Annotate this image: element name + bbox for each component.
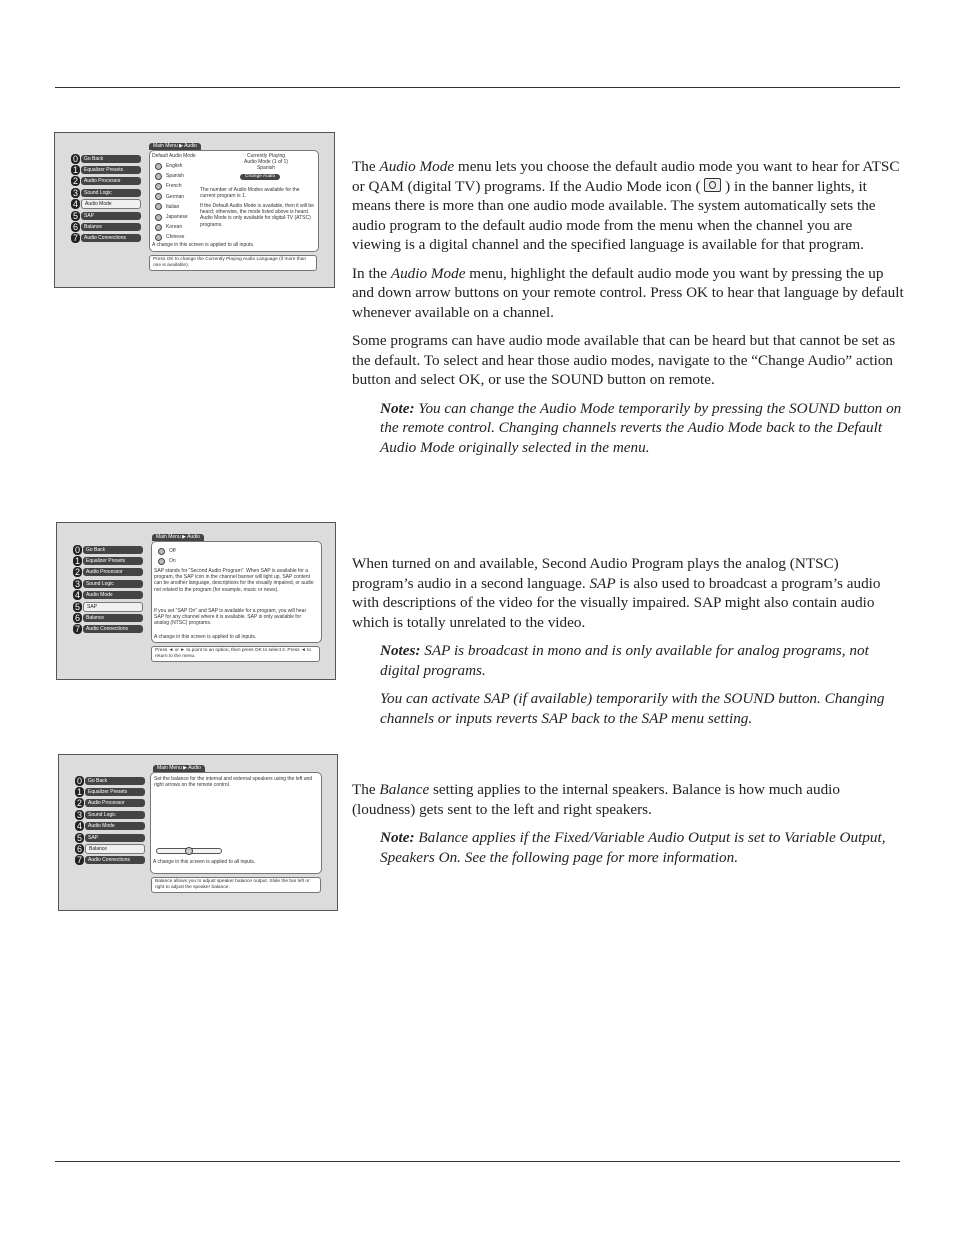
menu-item[interactable]: 2 Audio Processor xyxy=(71,176,141,187)
menu-item[interactable]: 2 Audio Processor xyxy=(75,798,145,809)
radio-icon xyxy=(155,163,162,170)
radio-option[interactable]: Spanish xyxy=(155,171,188,181)
radio-option[interactable]: Chinese xyxy=(155,232,188,242)
menu-item[interactable]: 1 Equalizer Presets xyxy=(71,164,141,175)
menu-item-selected[interactable]: 4 Audio Mode xyxy=(71,199,141,210)
menu-item[interactable]: 3 Sound Logic xyxy=(75,809,145,820)
help-box: Balance allows you to adjust speaker balance output. Slide the bar left or right to adjust the speaker balance. xyxy=(151,877,321,893)
radio-icon xyxy=(155,193,162,200)
radio-option[interactable]: Korean xyxy=(155,222,188,232)
sap-description: SAP stands for “Second Audio Program”. When SAP is available for a program, the SAP icon in the channel banner will light up. SAP content can be another language, descriptions for the visually impaired, or audio not related to the program (for example, music or news). xyxy=(154,568,314,593)
menu-item[interactable]: 6 Balance xyxy=(73,612,143,623)
radio-icon xyxy=(155,183,162,190)
radio-icon xyxy=(158,548,165,555)
menu-item[interactable]: 5 SAP xyxy=(71,210,141,221)
balance-screenshot xyxy=(58,754,338,911)
audio-mode-panel xyxy=(149,150,319,252)
menu-item[interactable]: 5 SAP xyxy=(75,832,145,843)
panel-footer: A change in this screen is applied to all inputs. xyxy=(152,242,255,248)
menu-item-selected[interactable]: 6 Balance xyxy=(75,843,145,854)
balance-section xyxy=(352,780,904,876)
radio-icon xyxy=(155,234,162,241)
info-count: The number of Audio Modes available for the current program is 1. xyxy=(200,187,300,200)
breadcrumb: Main Menu ▶ Audio xyxy=(152,534,204,541)
menu-list xyxy=(73,544,143,635)
audio-mode-section xyxy=(352,157,904,466)
menu-item[interactable]: 7 Audio Connections xyxy=(71,233,141,244)
menu-list xyxy=(75,775,145,866)
audio-mode-icon xyxy=(704,178,721,192)
paragraph: The Audio Mode menu lets you choose the default audio mode you want to hear for ATSC or QAM (digital TV) programs. If the Audio Mode icon ( ) in the banner lights, it means there is more than one audio mode available. The system automatically sets the audio program to the default audio mode from the menu when the channel you are viewing is a digital channel and the specified language is available for that program. xyxy=(352,158,900,253)
balance-description: Set the balance for the internal and external speakers using the left and right arrows on the remote control. xyxy=(154,776,313,789)
sap-options xyxy=(158,546,176,566)
menu-item[interactable]: 0 Go Back xyxy=(71,153,141,164)
note: Notes: SAP is broadcast in mono and is only available for analog programs, not digital programs. xyxy=(380,642,869,679)
menu-item[interactable]: 6 Balance xyxy=(71,221,141,232)
panel-heading: Default Audio Mode xyxy=(152,153,196,159)
menu-item[interactable]: 1 Equalizer Presets xyxy=(73,555,143,566)
menu-item[interactable]: 0 Go Back xyxy=(75,775,145,786)
menu-item-selected[interactable]: 5 SAP xyxy=(73,601,143,612)
info-default: If the Default Audio Mode is available, then it will be heard; otherwise, the mode listed above is heard. Audio Mode is only available for digital-TV (ATSC) programs. xyxy=(200,203,314,228)
top-rule xyxy=(55,87,900,88)
note: Note: Balance applies if the Fixed/Variable Audio Output is set to Variable Output, Speakers On. See the following page for more information. xyxy=(380,829,886,866)
balance-panel xyxy=(150,772,322,874)
radio-option[interactable]: English xyxy=(155,161,188,171)
slider-handle[interactable] xyxy=(185,847,193,855)
bottom-rule xyxy=(55,1161,900,1162)
menu-item[interactable]: 7 Audio Connections xyxy=(73,624,143,635)
menu-list xyxy=(71,153,141,244)
radio-option[interactable]: On xyxy=(158,556,176,566)
menu-item[interactable]: 4 Audio Mode xyxy=(75,821,145,832)
radio-option[interactable]: Japanese xyxy=(155,212,188,222)
change-audio-button[interactable]: Change Audio xyxy=(240,174,280,180)
help-box: Press OK to change the Currently Playing Audio Language (if more than one is available). xyxy=(149,255,317,271)
panel-footer: A change in this screen is applied to all inputs. xyxy=(154,634,257,640)
radio-option[interactable]: French xyxy=(155,181,188,191)
paragraph: When turned on and available, Second Audio Program plays the analog (NTSC) program’s audio in a second language. SAP is also used to broadcast a program’s audio with descriptions of the video for the visually impaired. SAP might also contain audio which is totally unrelated to the video. xyxy=(352,555,881,631)
paragraph: Some programs can have audio mode available that can be heard but that cannot be set as the default. To select and hear those audio modes, navigate to the “Change Audio” action button and select OK, or use the SOUND button on remote. xyxy=(352,332,896,388)
currently-playing: Currently Playing Audio Mode (1 of 1) Spanish xyxy=(244,153,288,172)
radio-icon xyxy=(155,214,162,221)
paragraph: In the Audio Mode menu, highlight the default audio mode you want by pressing the up and down arrow buttons on your remote control. Press OK to hear that language by default whenever available on a channel. xyxy=(352,264,904,321)
menu-item[interactable]: 1 Equalizer Presets xyxy=(75,786,145,797)
menu-item[interactable]: 0 Go Back xyxy=(73,544,143,555)
panel-footer: A change in this screen is applied to all inputs. xyxy=(153,859,256,865)
breadcrumb: Main Menu ▶ Audio xyxy=(153,765,205,772)
sap-description-2: If you set “SAP On” and SAP is available for a program, you will hear SAP for any channel where it is available. SAP is only available for analog (NTSC) programs. xyxy=(154,608,307,627)
menu-item[interactable]: 3 Sound Logic xyxy=(73,578,143,589)
audio-mode-options xyxy=(155,161,188,243)
breadcrumb: Main Menu ▶ Audio xyxy=(149,143,201,150)
balance-slider[interactable] xyxy=(156,848,222,854)
sap-section xyxy=(352,554,904,737)
menu-item[interactable]: 4 Audio Mode xyxy=(73,590,143,601)
radio-icon xyxy=(155,173,162,180)
help-box: Press ◄ or ► to point to an option, then press OK to select it. Press ◄ to return to the menu. xyxy=(151,646,320,662)
note: Note: You can change the Audio Mode temporarily by pressing the SOUND button on the remote control. Changing channels reverts the Audio Mode back to the Default Audio Mode originally selected in the menu. xyxy=(380,399,902,456)
radio-option[interactable]: Off xyxy=(158,546,176,556)
menu-item[interactable]: 7 Audio Connections xyxy=(75,855,145,866)
sap-screenshot xyxy=(56,522,336,680)
sap-panel xyxy=(151,541,322,643)
menu-item[interactable]: 2 Audio Processor xyxy=(73,567,143,578)
radio-icon xyxy=(158,558,165,565)
radio-icon xyxy=(155,203,162,210)
radio-option[interactable]: Italian xyxy=(155,202,188,212)
menu-item[interactable]: 3 Sound Logic xyxy=(71,187,141,198)
radio-icon xyxy=(155,224,162,231)
paragraph: The Balance setting applies to the internal speakers. Balance is how much audio (loudness) gets sent to the left and right speakers. xyxy=(352,781,840,818)
note: You can activate SAP (if available) temporarily with the SOUND button. Changing channels or inputs reverts SAP back to the SAP menu setting. xyxy=(380,690,885,727)
audio-mode-screenshot xyxy=(54,132,335,288)
radio-option[interactable]: German xyxy=(155,192,188,202)
